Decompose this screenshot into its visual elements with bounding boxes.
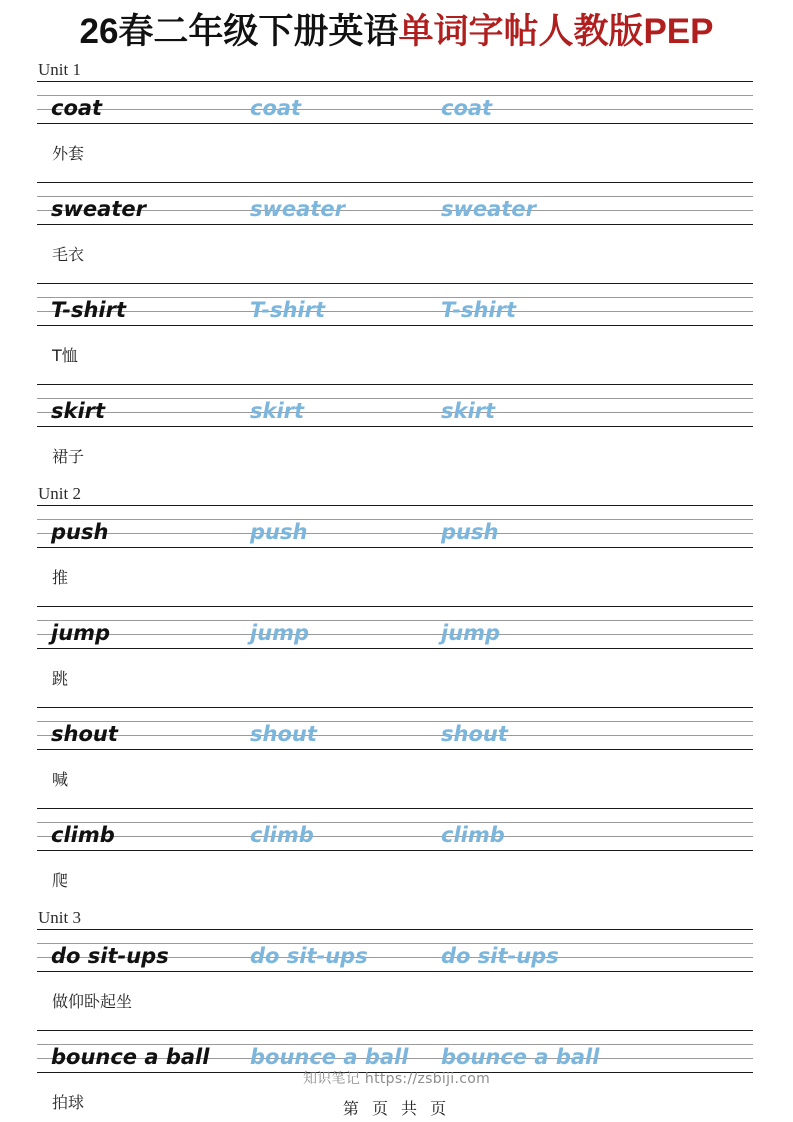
word-trace-2: do sit-ups [441,944,559,968]
word-model: skirt [51,399,106,423]
word-trace-2: coat [441,96,493,120]
chinese-gloss: 裙子 [52,447,85,466]
word-trace-1: jump [250,621,310,645]
word-trace-2: push [441,520,499,544]
word-row [37,384,753,428]
chinese-gloss: 毛衣 [52,245,85,264]
word-row [37,808,753,852]
chinese-gloss: 外套 [52,144,85,163]
word-model: do sit-ups [51,944,169,968]
word-trace-1: push [250,520,308,544]
word-row [37,929,753,973]
word-model: jump [51,621,111,645]
chinese-gloss: 跳 [52,669,69,688]
word-trace-2: climb [441,823,505,847]
unit-label: Unit 3 [38,908,81,927]
word-trace-2: jump [441,621,501,645]
chinese-gloss: 喊 [52,770,69,789]
handwriting-rule-block [37,384,753,428]
chinese-gloss: 爬 [52,871,69,890]
handwriting-rule-block [37,606,753,650]
word-row [37,81,753,125]
word-row [37,283,753,327]
page-title-red: 单词字帖人教版PEP [398,12,714,51]
word-model: shout [51,722,118,746]
worksheet-sections [0,61,793,1111]
handwriting-rule-block [37,505,753,549]
word-model: sweater [51,197,146,221]
word-trace-1: skirt [250,399,305,423]
word-trace-2: shout [441,722,508,746]
handwriting-rule-block [37,81,753,125]
unit-label: Unit 2 [38,484,81,503]
word-trace-1: coat [250,96,302,120]
word-model: coat [51,96,103,120]
word-model: push [51,520,109,544]
handwriting-rule-block [37,808,753,852]
chinese-gloss: 推 [52,568,69,587]
handwriting-rule-block [37,182,753,226]
handwriting-rule-block [37,929,753,973]
handwriting-rule-block [37,707,753,751]
word-model: T-shirt [51,298,126,322]
handwriting-rule-block [37,283,753,327]
footer-pager: 第 页 共 页 [342,1099,451,1118]
word-trace-2: sweater [441,197,536,221]
word-trace-1: shout [250,722,317,746]
word-trace-1: do sit-ups [250,944,368,968]
word-row [37,606,753,650]
footer-watermark: 知识笔记 https://zsbiji.com [302,1071,491,1087]
word-model: climb [51,823,115,847]
unit-label: Unit 1 [38,60,81,79]
word-trace-1: T-shirt [250,298,325,322]
word-trace-1: climb [250,823,314,847]
word-trace-1: sweater [250,197,345,221]
word-row [37,707,753,751]
word-trace-2: skirt [441,399,496,423]
word-row [37,182,753,226]
word-model: bounce a ball [51,1045,210,1069]
word-trace-2: T-shirt [441,298,516,322]
word-trace-2: bounce a ball [441,1045,600,1069]
word-row [37,505,753,549]
page-title [0,0,793,49]
chinese-gloss: 拍球 [52,1093,85,1112]
chinese-gloss: T恤 [52,346,78,365]
word-trace-1: bounce a ball [250,1045,409,1069]
chinese-gloss: 做仰卧起坐 [52,992,133,1011]
page-title-black: 26春二年级下册英语 [79,12,399,51]
